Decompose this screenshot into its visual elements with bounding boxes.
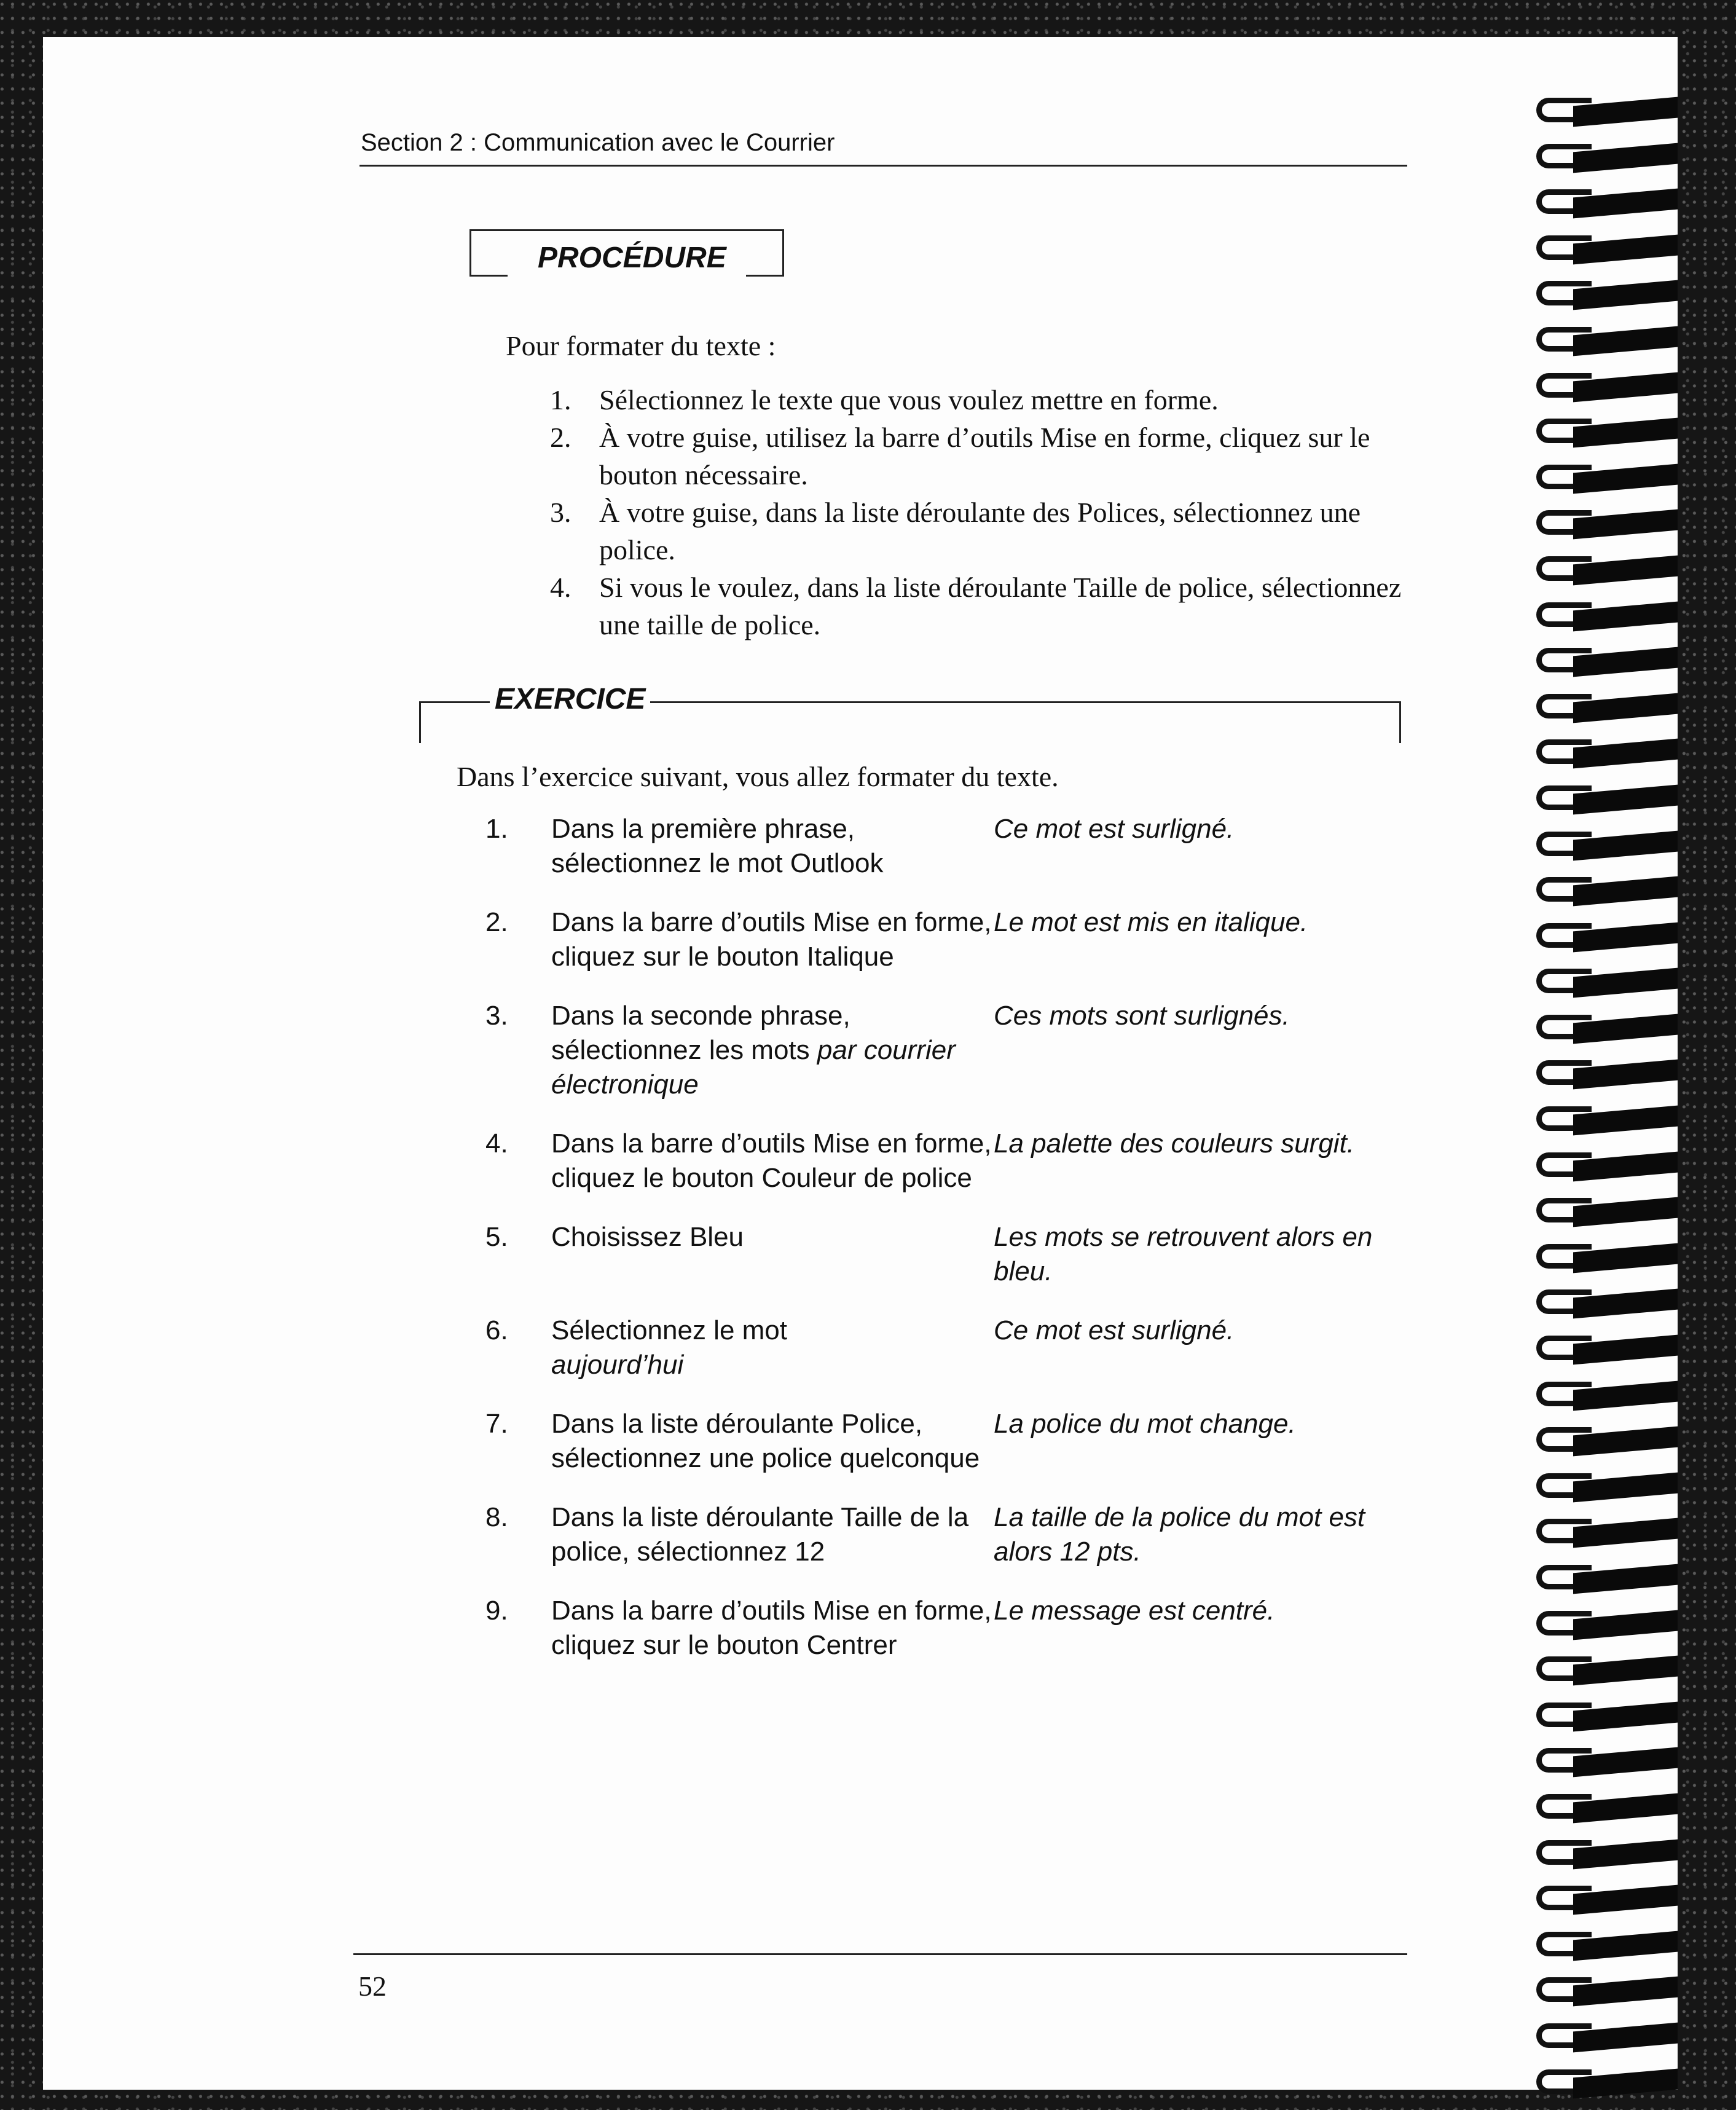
exercise-number: 9. bbox=[485, 1596, 508, 1626]
action-text: Dans la barre d’outils Mise en forme, cliquez sur le bouton Italique bbox=[551, 907, 992, 972]
exercise-row bbox=[485, 812, 1413, 881]
exercise-result: Le mot est mis en italique. bbox=[994, 907, 1308, 937]
binding-coil bbox=[1536, 1333, 1678, 1365]
exercise-number: 6. bbox=[485, 1315, 508, 1345]
binding-coil bbox=[1536, 691, 1678, 723]
binding-coil bbox=[1536, 233, 1678, 265]
exercise-action bbox=[551, 1127, 994, 1195]
action-text: Dans la barre d’outils Mise en forme, cliquez le bouton Couleur de police bbox=[551, 1128, 992, 1193]
exercise-row bbox=[485, 1313, 1413, 1382]
exercise-number: 8. bbox=[485, 1502, 508, 1532]
exercise-number: 7. bbox=[485, 1409, 508, 1439]
binding-coil bbox=[1536, 829, 1678, 861]
procedure-step bbox=[550, 419, 1410, 494]
action-italic-text: aujourd’hui bbox=[551, 1350, 684, 1380]
exercise-intro: Dans l’exercice suivant, vous allez formater du texte. bbox=[457, 761, 1059, 792]
exercise-result: La taille de la police du mot est alors 12 pts. bbox=[994, 1502, 1365, 1567]
exercise-number: 5. bbox=[485, 1222, 508, 1252]
binding-coil bbox=[1536, 645, 1678, 677]
exercise-number: 3. bbox=[485, 1001, 508, 1031]
action-italic-text: par courrier électronique bbox=[551, 1035, 956, 1100]
exercise-action bbox=[551, 1220, 994, 1289]
procedure-intro: Pour formater du texte : bbox=[506, 330, 776, 361]
binding-coil bbox=[1536, 1975, 1678, 2007]
binding-coil bbox=[1536, 1608, 1678, 1640]
action-text: Dans la seconde phrase, sélectionnez les mots bbox=[551, 1001, 850, 1065]
exercise-result: La palette des couleurs surgit. bbox=[994, 1128, 1355, 1159]
binding-coil bbox=[1536, 1058, 1678, 1090]
step-number: 3. bbox=[550, 497, 571, 528]
step-text: À votre guise, utilisez la barre d’outils Mise en forme, cliquez sur le bouton nécessaire. bbox=[599, 422, 1370, 490]
action-text: Dans la barre d’outils Mise en forme, cliquez sur le bouton Centrer bbox=[551, 1596, 992, 1660]
binding-coil bbox=[1536, 278, 1678, 310]
binding-coil bbox=[1536, 141, 1678, 173]
binding-coil bbox=[1536, 554, 1678, 586]
exercise-number: 2. bbox=[485, 907, 508, 937]
footer-rule bbox=[353, 1953, 1407, 1955]
exercise-action bbox=[551, 1500, 994, 1569]
binding-coil bbox=[1536, 921, 1678, 953]
binding-coil bbox=[1536, 1379, 1678, 1411]
step-text: Si vous le voulez, dans la liste déroulante Taille de police, sélectionnez une taille de police. bbox=[599, 572, 1402, 640]
binding-coil bbox=[1536, 416, 1678, 448]
step-number: 1. bbox=[550, 384, 571, 415]
action-text: Choisissez Bleu bbox=[551, 1222, 744, 1252]
binding-coil bbox=[1536, 2067, 1678, 2099]
page-number: 52 bbox=[358, 1970, 387, 2002]
exercise-result: Ce mot est surligné. bbox=[994, 1315, 1235, 1345]
exercise-list bbox=[485, 812, 1413, 1687]
binding-coil bbox=[1536, 1516, 1678, 1548]
binding-coil bbox=[1536, 1287, 1678, 1319]
procedure-step bbox=[550, 569, 1410, 644]
binding-coil bbox=[1536, 1929, 1678, 1961]
binding-coil bbox=[1536, 1838, 1678, 1870]
exercise-result: Ce mot est surligné. bbox=[994, 814, 1235, 844]
exercise-result: Le message est centré. bbox=[994, 1596, 1275, 1626]
binding-coil bbox=[1536, 95, 1678, 127]
binding-coil bbox=[1536, 1150, 1678, 1182]
binding-coil bbox=[1536, 1104, 1678, 1136]
binding-coil bbox=[1536, 1700, 1678, 1732]
exercise-row bbox=[485, 1594, 1413, 1663]
binding-coil bbox=[1536, 875, 1678, 907]
binding-coil bbox=[1536, 600, 1678, 632]
exercise-row bbox=[485, 999, 1413, 1102]
exercise-action bbox=[551, 1594, 994, 1663]
binding-coil bbox=[1536, 2021, 1678, 2053]
binding-coil bbox=[1536, 508, 1678, 540]
procedure-step bbox=[550, 494, 1410, 569]
binding-coil bbox=[1536, 1562, 1678, 1594]
step-number: 2. bbox=[550, 422, 571, 453]
step-number: 4. bbox=[550, 572, 571, 603]
binding-coil bbox=[1536, 325, 1678, 356]
exercise-result: Ces mots sont surlignés. bbox=[994, 1001, 1290, 1031]
exercise-row bbox=[485, 1407, 1413, 1476]
spiral-binding bbox=[1536, 95, 1678, 2099]
binding-coil bbox=[1536, 462, 1678, 494]
exercise-number: 1. bbox=[485, 814, 508, 844]
header-rule bbox=[359, 165, 1407, 167]
exercise-result: Les mots se retrouvent alors en bleu. bbox=[994, 1222, 1373, 1286]
exercise-row bbox=[485, 1500, 1413, 1569]
exercise-row bbox=[485, 1127, 1413, 1195]
binding-coil bbox=[1536, 187, 1678, 219]
exercise-row bbox=[485, 905, 1413, 974]
binding-coil bbox=[1536, 1012, 1678, 1044]
procedure-title: PROCÉDURE bbox=[538, 242, 726, 274]
binding-coil bbox=[1536, 371, 1678, 403]
binding-coil bbox=[1536, 1242, 1678, 1273]
procedure-step bbox=[550, 381, 1410, 419]
exercise-row bbox=[485, 1220, 1413, 1289]
action-text: Dans la première phrase, sélectionnez le mot Outlook bbox=[551, 814, 884, 878]
binding-coil bbox=[1536, 1425, 1678, 1457]
exercise-action bbox=[551, 1313, 994, 1382]
action-text: Dans la liste déroulante Taille de la police, sélectionnez 12 bbox=[551, 1502, 969, 1567]
step-text: À votre guise, dans la liste déroulante des Polices, sélectionnez une police. bbox=[599, 497, 1361, 565]
exercise-action bbox=[551, 1407, 994, 1476]
action-text: Sélectionnez le mot bbox=[551, 1315, 787, 1345]
step-text: Sélectionnez le texte que vous voulez mettre en forme. bbox=[599, 384, 1219, 415]
exercise-number: 4. bbox=[485, 1128, 508, 1159]
binding-coil bbox=[1536, 1883, 1678, 1915]
exercise-action bbox=[551, 812, 994, 881]
binding-coil bbox=[1536, 1654, 1678, 1686]
exercise-title: EXERCICE bbox=[490, 682, 650, 716]
binding-coil bbox=[1536, 1471, 1678, 1503]
exercise-action bbox=[551, 999, 994, 1102]
binding-coil bbox=[1536, 1195, 1678, 1227]
exercise-action bbox=[551, 905, 994, 974]
procedure-steps bbox=[550, 381, 1410, 644]
binding-coil bbox=[1536, 1792, 1678, 1824]
binding-coil bbox=[1536, 966, 1678, 998]
binding-coil bbox=[1536, 783, 1678, 815]
exercise-result: La police du mot change. bbox=[994, 1409, 1296, 1439]
action-text: Dans la liste déroulante Police, sélectionnez une police quelconque bbox=[551, 1409, 980, 1473]
running-header: Section 2 : Communication avec le Courrier bbox=[361, 129, 835, 156]
binding-coil bbox=[1536, 1746, 1678, 1777]
binding-coil bbox=[1536, 737, 1678, 769]
